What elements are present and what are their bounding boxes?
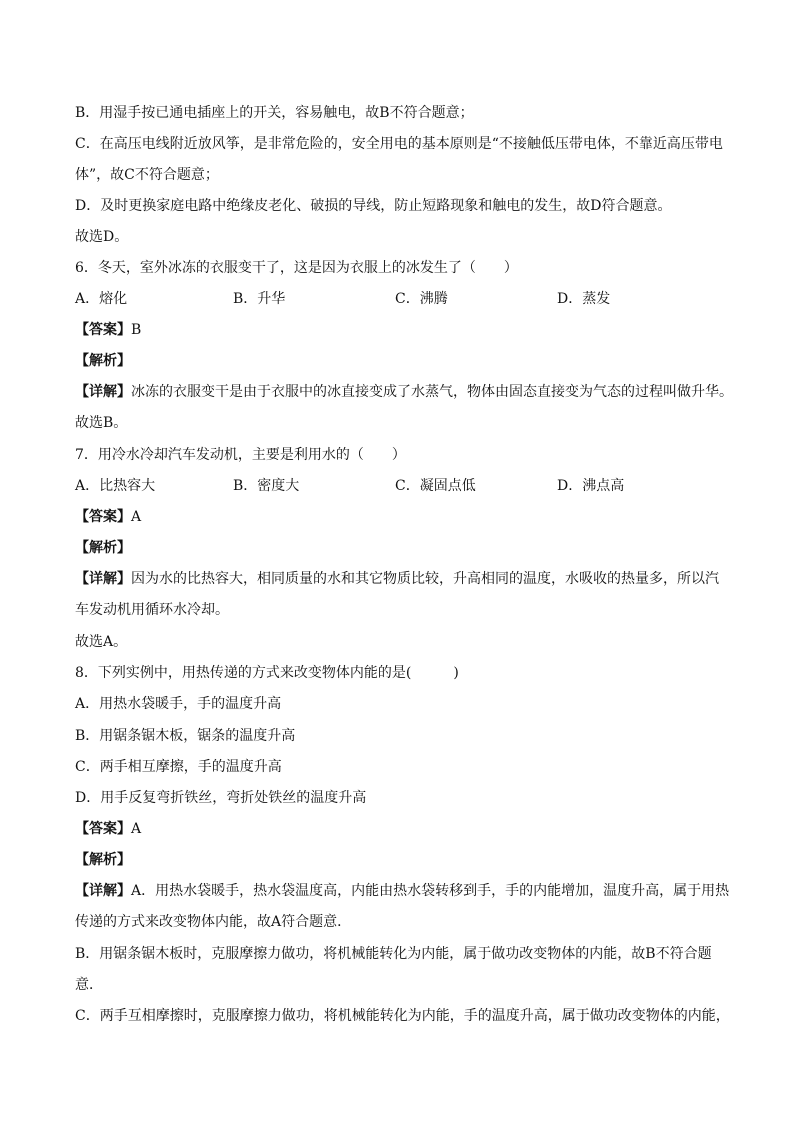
q6-option-c: C．沸腾 (395, 291, 448, 307)
q8-option-c: C．两手相互摩擦，手的温度升高 (75, 759, 282, 775)
q8-analysis-heading (75, 850, 131, 870)
conclusion-q7: 故选A。 (75, 634, 128, 650)
q6-detail (75, 382, 733, 402)
q6-analysis-heading (75, 351, 131, 371)
q8-detail (75, 881, 729, 901)
detail-label: 【详解】 (75, 571, 131, 587)
q7-detail-cont: 车发动机用循环水冷却。 (75, 602, 229, 618)
question-6-stem: 6．冬天，室外冰冻的衣服变干了，这是因为衣服上的冰发生了（ ） (75, 260, 518, 276)
q7-detail (75, 569, 719, 589)
q8-option-a: A．用热水袋暖手，手的温度升高 (75, 696, 282, 712)
q6-option-a: A．熔化 (75, 291, 128, 307)
q7-option-d: D．沸点高 (557, 478, 625, 494)
explanation-line-d: D．及时更换家庭电路中绝缘皮老化、破损的导线，防止短路现象和触电的发生，故D符合题意。 (75, 198, 672, 214)
explanation-line-c: C．在高压电线附近放风筝，是非常危险的，安全用电的基本原则是“不接触低压带电体，不靠近高压带电 (75, 136, 723, 152)
question-7-stem: 7．用冷水冷却汽车发动机，主要是利用水的（ ） (75, 447, 406, 463)
answer-label: 【答案】 (75, 509, 131, 525)
answer-label: 【答案】 (75, 322, 131, 338)
q7-detail-text: 因为水的比热容大，相同质量的水和其它物质比较，升高相同的温度，水吸收的热量多，所以汽 (131, 571, 719, 587)
detail-label: 【详解】 (75, 384, 131, 400)
q8-option-d: D．用手反复弯折铁丝，弯折处铁丝的温度升高 (75, 790, 367, 806)
q8-option-b: B．用锯条锯木板，锯条的温度升高 (75, 728, 296, 744)
q7-option-c: C．凝固点低 (395, 478, 476, 494)
conclusion-q5: 故选D。 (75, 229, 129, 245)
q8-answer (75, 819, 141, 839)
q6-answer-value: B (131, 322, 142, 338)
q8-answer-value: A (131, 821, 142, 837)
q8-detail-a: A．用热水袋暖手，热水袋温度高，内能由热水袋转移到手，手的内能增加，温度升高，属于用热 (131, 883, 730, 899)
conclusion-q6: 故选B。 (75, 415, 128, 431)
q7-option-a: A．比热容大 (75, 478, 156, 494)
q8-detail-c: C．两手互相摩擦时，克服摩擦力做功，将机械能转化为内能，手的温度升高，属于做功改变物体的内能， (75, 1008, 730, 1024)
detail-label: 【详解】 (75, 883, 131, 899)
q8-detail-b: B．用锯条锯木板时，克服摩擦力做功，将机械能转化为内能，属于做功改变物体的内能，故B不符合题 (75, 946, 712, 962)
q7-answer (75, 507, 141, 527)
q6-detail-text: 冰冻的衣服变干是由于衣服中的冰直接变成了水蒸气，物体由固态直接变为气态的过程叫做升华。 (131, 384, 733, 400)
explanation-line-b: B．用湿手按已通电插座上的开关，容易触电，故B不符合题意； (75, 105, 474, 121)
q7-answer-value: A (131, 509, 142, 525)
q8-detail-a-cont: 传递的方式来改变物体内能，故A符合题意． (75, 914, 352, 930)
question-8-stem: 8．下列实例中，用热传递的方式来改变物体内能的是( ) (75, 665, 459, 681)
q6-option-b: B．升华 (233, 291, 286, 307)
q7-analysis-heading (75, 538, 131, 558)
q6-answer (75, 320, 141, 340)
analysis-label: 【解析】 (75, 353, 131, 369)
q6-option-d: D．蒸发 (557, 291, 611, 307)
analysis-label: 【解析】 (75, 540, 131, 556)
q8-detail-b-cont: 意． (75, 977, 103, 993)
explanation-line-c-cont: 体”，故C不符合题意； (75, 167, 219, 183)
analysis-label: 【解析】 (75, 852, 131, 868)
q7-option-b: B．密度大 (233, 478, 300, 494)
answer-label: 【答案】 (75, 821, 131, 837)
